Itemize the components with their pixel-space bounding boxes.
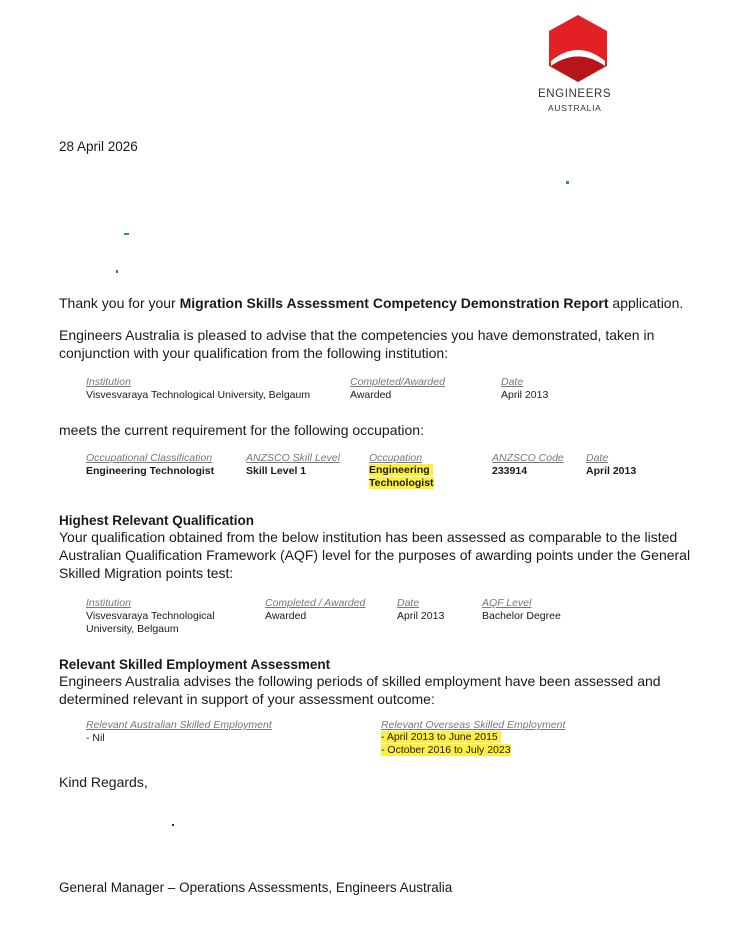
overseas-period-1: - April 2013 to June 2015 <box>381 731 501 743</box>
intro-prefix: Thank you for your <box>59 295 180 311</box>
occupation-intro: meets the current requirement for the following occupation: <box>59 422 424 438</box>
hexagon-logo-icon <box>543 14 613 84</box>
qualification-line3: Skilled Migration points test: <box>59 565 234 581</box>
overseas-employment-header: Relevant Overseas Skilled Employment <box>381 719 566 731</box>
classification-header: Occupational Classification <box>86 452 213 464</box>
advise-line2: conjunction with your qualification from the following institution: <box>59 345 449 361</box>
aqf-date-cell: April 2013 <box>397 610 445 622</box>
qualification-paragraph <box>59 528 690 582</box>
skill-level-cell: Skill Level 1 <box>246 465 307 477</box>
employment-line2: determined relevant in support of your assessment outcome: <box>59 691 435 707</box>
employment-line1: Engineers Australia advises the following periods of skilled employment have been assessed and <box>59 673 661 689</box>
intro-paragraph <box>59 294 683 312</box>
aqf-level-header: AQF Level <box>482 597 532 609</box>
aqf-institution-line1: Visvesvaraya Technological <box>86 610 215 622</box>
employment-paragraph <box>59 672 661 708</box>
australian-employment-header: Relevant Australian Skilled Employment <box>86 719 272 731</box>
date-cell: April 2013 <box>501 389 549 401</box>
redaction-artifact <box>116 270 118 273</box>
overseas-period-2: - October 2016 to July 2023 <box>381 743 511 756</box>
advise-paragraph <box>59 326 654 362</box>
code-cell: 233914 <box>492 465 528 477</box>
signature-title: General Manager – Operations Assessments, Engineers Australia <box>59 880 453 895</box>
aqf-status-cell: Awarded <box>265 610 307 622</box>
occupation-cell <box>369 464 434 489</box>
signature-mark <box>172 824 174 826</box>
aqf-institution-header: Institution <box>86 597 131 609</box>
qualification-line1: Your qualification obtained from the below institution has been assessed as comparable to the listed <box>59 529 678 545</box>
redaction-artifact <box>566 181 569 184</box>
qualification-heading: Highest Relevant Qualification <box>59 513 255 528</box>
logo-line1: ENGINEERS <box>538 88 612 100</box>
occ-date-header: Date <box>586 452 609 464</box>
classification-cell: Engineering Technologist <box>86 465 215 477</box>
skill-level-header: ANZSCO Skill Level <box>246 452 340 464</box>
letter-date: 28 April 2026 <box>59 139 138 154</box>
completed-cell: Awarded <box>350 389 392 401</box>
qualification-line2: Australian Qualification Framework (AQF) level for the purposes of awarding points under the General <box>59 547 691 563</box>
date-header: Date <box>501 376 524 388</box>
overseas-employment-cell <box>381 731 511 756</box>
intro-bold: Migration Skills Assessment Competency Demonstration Report <box>179 295 609 311</box>
occupation-header: Occupation <box>369 452 423 464</box>
australian-employment-cell: - Nil <box>86 732 105 744</box>
employment-heading: Relevant Skilled Employment Assessment <box>59 657 331 672</box>
redaction-artifact <box>124 233 129 235</box>
institution-cell: Visvesvaraya Technological University, Belgaum <box>86 389 311 401</box>
occupation-line1: Engineering <box>369 464 433 476</box>
occupation-line2: Technologist <box>369 476 434 489</box>
advise-line1: Engineers Australia is pleased to advise that the competencies you have demonstrated, taken in <box>59 327 655 343</box>
aqf-institution-cell <box>86 610 215 635</box>
engineers-australia-logo <box>540 14 620 114</box>
closing: Kind Regards, <box>59 774 148 790</box>
aqf-level-cell: Bachelor Degree <box>482 610 561 622</box>
completed-header: Completed/Awarded <box>350 376 445 388</box>
aqf-date-header: Date <box>397 597 420 609</box>
institution-header: Institution <box>86 376 131 388</box>
aqf-institution-line2: University, Belgaum <box>86 622 179 635</box>
occ-date-cell: April 2013 <box>586 465 637 477</box>
code-header: ANZSCO Code <box>492 452 564 464</box>
intro-suffix: application. <box>608 295 684 311</box>
aqf-completed-header: Completed / Awarded <box>265 597 366 609</box>
logo-line2: AUSTRALIA <box>548 103 602 113</box>
